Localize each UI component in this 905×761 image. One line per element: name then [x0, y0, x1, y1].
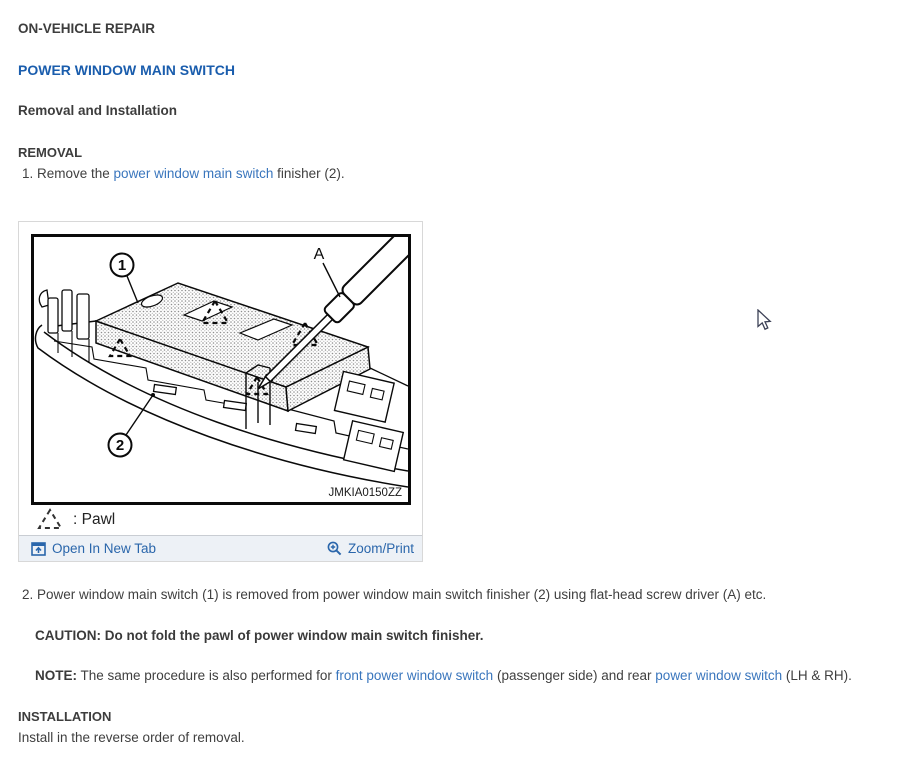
figure-drawing [31, 234, 411, 505]
caution-label: CAUTION: [35, 628, 101, 643]
figure-legend [31, 505, 411, 535]
switch-removal-illustration [34, 237, 408, 502]
zoom-print-label: Zoom/Print [347, 541, 414, 556]
callout-2 [109, 393, 156, 457]
installation-text: Install in the reverse order of removal. [18, 730, 245, 745]
open-in-new-tab-link[interactable] [31, 541, 156, 556]
subsection-title: Removal and Installation [18, 103, 178, 118]
callout-2-label: 2 [115, 437, 125, 454]
topic-title-link[interactable]: POWER WINDOW MAIN SWITCH [18, 62, 235, 78]
note-body-2: (passenger side) and rear [493, 668, 656, 683]
callout-1 [111, 254, 139, 304]
callout-a [314, 246, 340, 297]
figure-inner [19, 222, 422, 535]
rear-power-window-switch-link[interactable]: power window switch [655, 668, 783, 683]
open-in-new-tab-icon [31, 542, 46, 556]
legend-label: : Pawl [73, 511, 116, 528]
callout-1-label: 1 [117, 257, 127, 274]
caution-text [35, 628, 905, 644]
removal-heading: REMOVAL [18, 145, 83, 160]
zoom-plus-icon [327, 541, 342, 556]
zoom-print-link[interactable] [327, 541, 414, 556]
pawl-triangle-icon [37, 508, 63, 530]
note-label: NOTE: [35, 668, 77, 683]
front-power-window-switch-link[interactable]: front power window switch [335, 668, 494, 683]
step-1 [22, 166, 905, 182]
figure-footer [19, 535, 422, 561]
note-body-3: (LH & RH). [782, 668, 852, 683]
power-window-main-switch-link[interactable]: power window main switch [113, 166, 274, 181]
figure-panel [18, 221, 423, 562]
open-in-new-tab-label: Open In New Tab [52, 541, 157, 556]
callout-a-label: A [313, 246, 325, 263]
figure-watermark: JMKIA0150ZZ [328, 487, 402, 499]
note-body-1: The same procedure is also performed for [77, 668, 336, 683]
step-2: 2. Power window main switch (1) is removed from power window main switch finisher (2) using flat-head screw driver (A) etc. [22, 587, 767, 602]
step-1-prefix: 1. Remove the [22, 166, 114, 181]
section-title: ON-VEHICLE REPAIR [18, 21, 156, 36]
step-1-suffix: finisher (2). [273, 166, 345, 181]
installation-heading: INSTALLATION [18, 709, 112, 724]
caution-body: Do not fold the pawl of power window main switch finisher. [101, 628, 484, 643]
note-text [35, 668, 905, 684]
